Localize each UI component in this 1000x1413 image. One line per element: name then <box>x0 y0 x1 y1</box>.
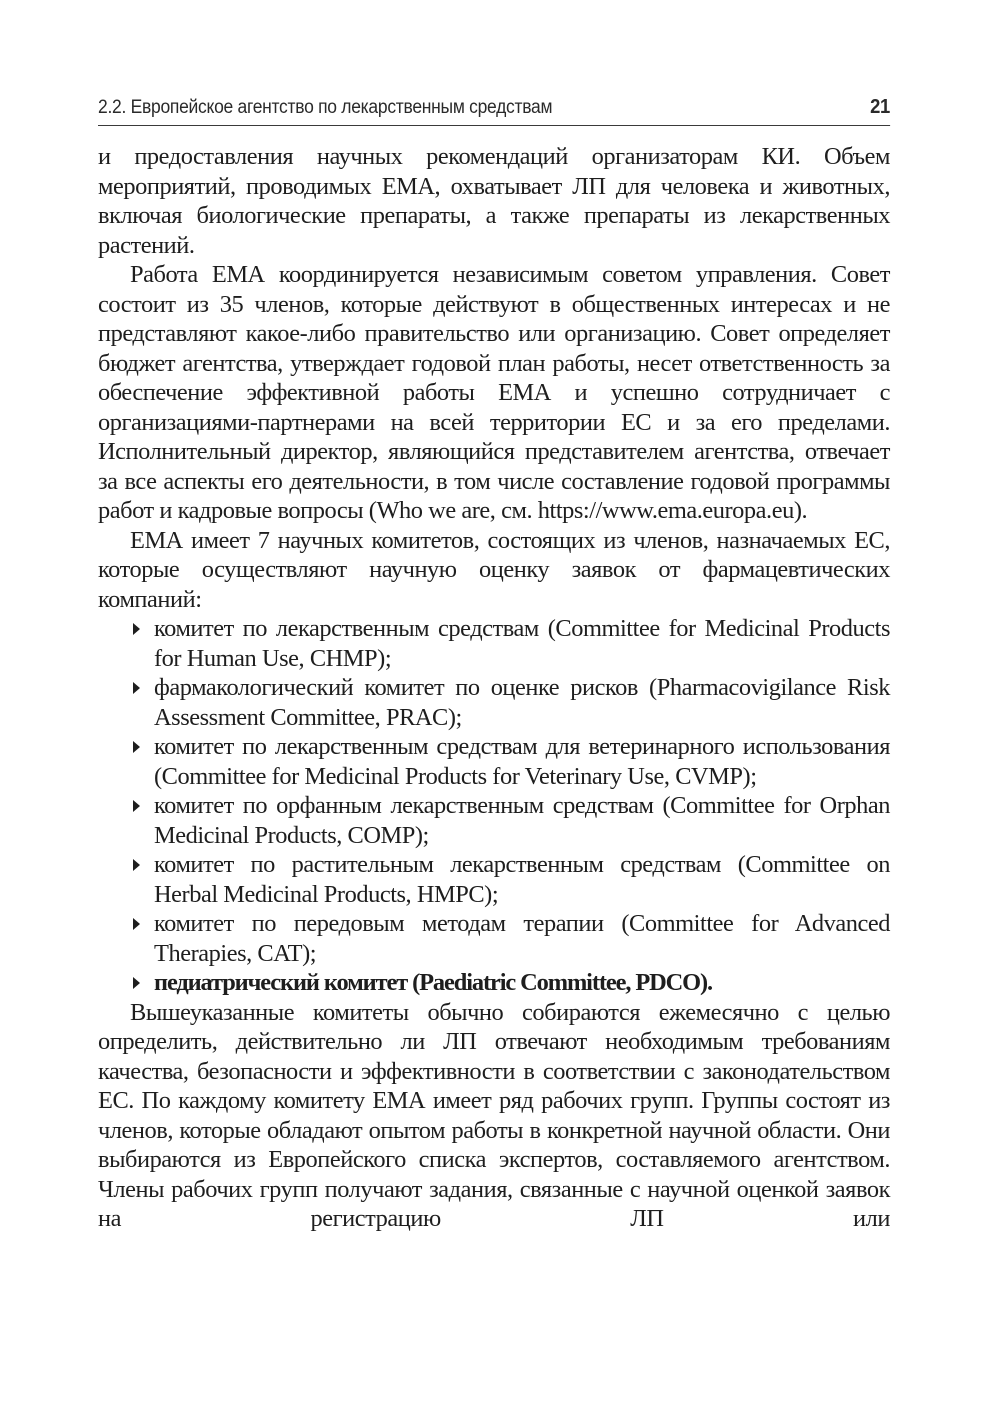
list-item <box>154 850 890 909</box>
list-item-text: педиатрический комитет (Paediatric Committee, PDCO). <box>154 969 713 996</box>
triangle-bullet-icon <box>133 682 140 694</box>
triangle-bullet-icon <box>133 741 140 753</box>
list-item <box>154 909 890 968</box>
paragraph-committees-intro: ЕМА имеет 7 научных комитетов, состоящих из членов, назначаемых ЕС, которые осуществляют научную оценку заявок от фармацевтических компаний: <box>98 526 890 613</box>
triangle-bullet-icon <box>133 859 140 871</box>
paragraph-continuation: и предоставления научных рекомендаций организаторам КИ. Объем мероприятий, проводимых ЕМА, охватывает ЛП для человека и животных, включая биологические препараты, а также препараты из лекарственных растений. <box>98 143 890 259</box>
list-item <box>154 791 890 850</box>
list-item-text: комитет по орфанным лекарственным средствам (Committee for Orphan Medicinal Products, COMP); <box>154 792 890 849</box>
page-number: 21 <box>870 96 891 118</box>
paragraph-working-groups: Вышеуказанные комитеты обычно собираются ежемесячно с целью определить, действительно ли ЛП отвечают необходимым требованиям качества, безопасности и эффективности в соответствии с законодательством ЕС. По каждому комитету ЕМА имеет ряд рабочих групп. Группы состоят из членов, которые обладают опытом работы в конкретной научной области. Они выбираются из Европейского списка экспертов, составляемого агентством. Члены рабочих групп получают задания, связанные с научной оценкой заявок на регистрацию ЛП или <box>98 998 890 1232</box>
list-item-highlighted <box>154 968 890 998</box>
list-item <box>154 673 890 732</box>
triangle-bullet-icon <box>133 623 140 635</box>
committees-list <box>98 614 890 998</box>
list-item-text: комитет по растительным лекарственным средствам (Committee on Herbal Medicinal Products, HMPC); <box>154 851 890 908</box>
list-item-text: комитет по передовым методам терапии (Committee for Advanced Therapies, CAT); <box>154 910 890 967</box>
list-item-text: комитет по лекарственным средствам для ветеринарного использования (Committee for Medicinal Products for Veterinary Use, CVMP); <box>154 733 890 790</box>
paragraph-board: Работа ЕМА координируется независимым советом управления. Совет состоит из 35 членов, которые действуют в общественных интересах и не представляют какое-либо правительство или организацию. Совет определяет бюджет агентства, утверждает годовой план работы, несет ответственность за обеспечение эффективной работы ЕМА и успешно сотрудничает с организациями-партнерами на всей территории ЕС и за его пределами. Исполнительный директор, являющийся представителем агентства, отвечает за все аспекты его деятельности, в том числе составление годовой программы работ и кадровые вопросы (Who we are, см. https://www.ema.europa.eu). <box>98 261 890 524</box>
triangle-bullet-icon <box>133 800 140 812</box>
list-item <box>154 614 890 673</box>
body-text <box>98 142 890 1234</box>
list-item-text: комитет по лекарственным средствам (Committee for Medicinal Products for Human Use, CHMP); <box>154 615 890 672</box>
running-head <box>98 96 890 126</box>
list-item <box>154 732 890 791</box>
triangle-bullet-icon <box>133 977 140 989</box>
section-title: 2.2. Европейское агентство по лекарственным средствам <box>98 97 553 118</box>
triangle-bullet-icon <box>133 918 140 930</box>
list-item-text: фармакологический комитет по оценке рисков (Pharmacovigilance Risk Assessment Committee, PRAC); <box>154 674 890 731</box>
book-page <box>98 96 890 1234</box>
